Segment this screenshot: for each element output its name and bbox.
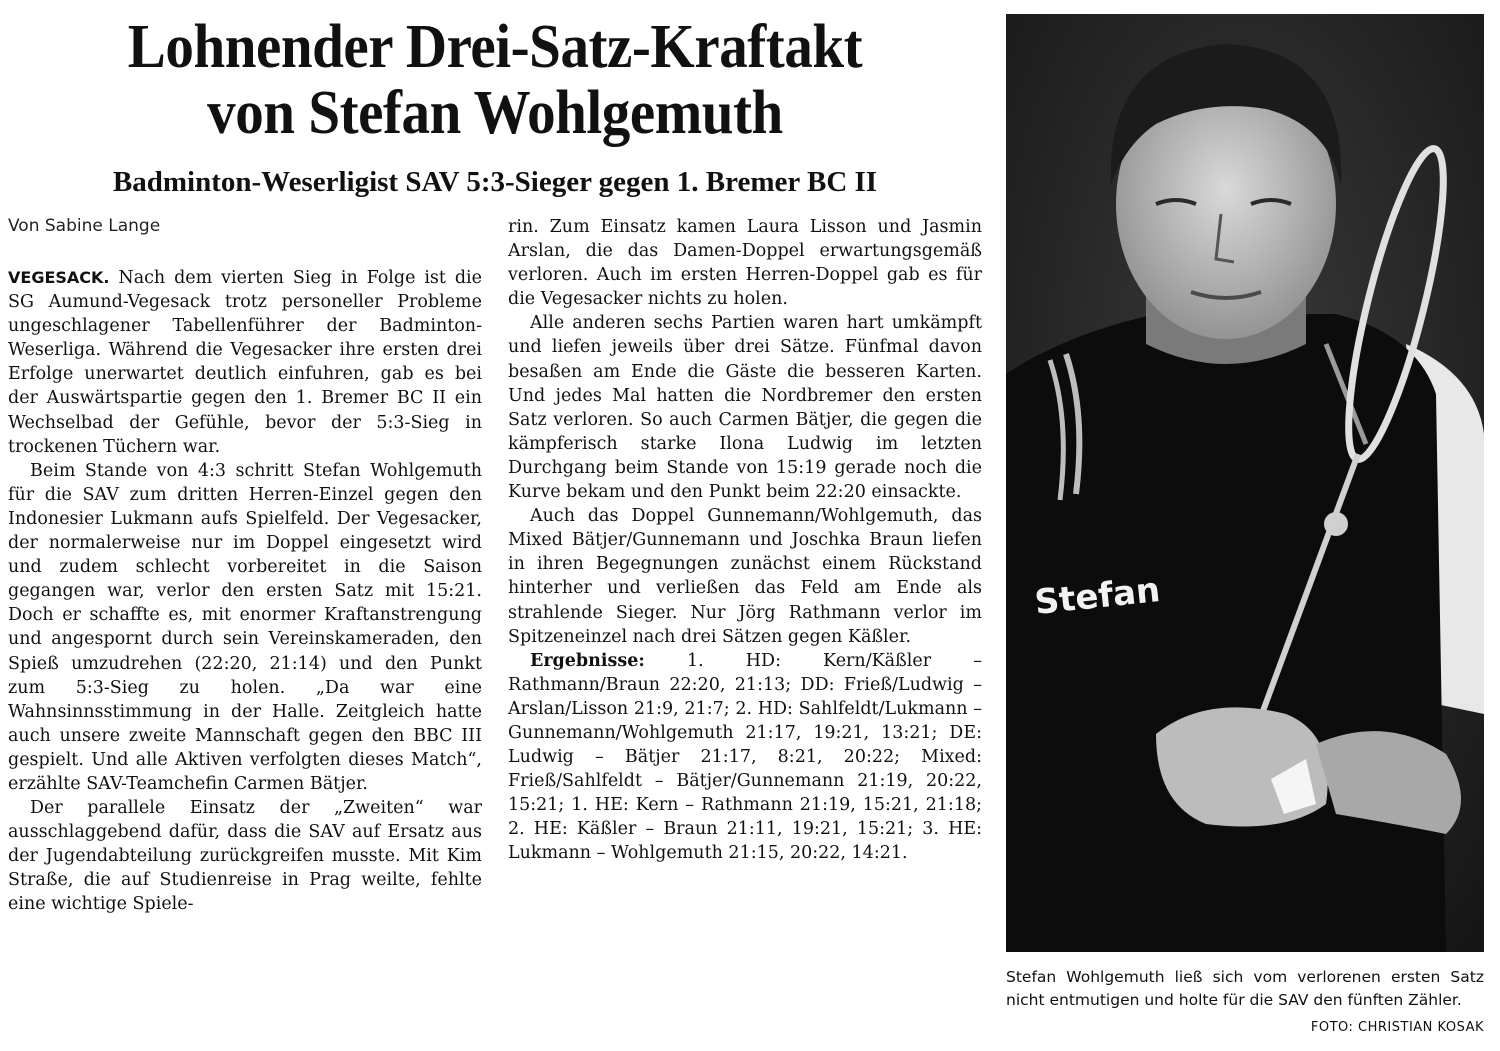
paragraph: Beim Stande von 4:3 schritt Stefan Wohlgemuth für die SAV zum dritten Herren-Einzel gegen den Indonesier Lukmann aufs Spielfeld. Der Vegesacker, der normalerweise nur im Doppel eingesetzt wird und zudem schlecht vorbereitet in die Saison gegangen war, verlor den ersten Satz mit 15:21. Doch er schaffte es, mit enormer Kraftanstrengung und angespornt durch sein Vereinskameraden, den Spieß umzudrehen (22:20, 21:14) und den Punkt zum 5:3-Sieg zu holen. „Da war eine Wahnsinnsstimmung in der Halle. Zeitgleich hatte auch unsere zweite Mannschaft gegen den BBC III gespielt. Und alle Aktiven verfolgten dieses Match“, erzählte SAV-Teamchefin Carmen Bätjer. — [8, 460, 482, 794]
shirt-text: Stefan — [1032, 570, 1163, 623]
article-column-1 — [8, 266, 482, 917]
player-photo — [1006, 14, 1484, 952]
paragraph: Der parallele Einsatz der „Zweiten“ war ausschlaggebend dafür, dass die SAV auf Ersatz aus der Jugendabteilung zurückgreifen musste. Mit Kim Straße, die auf Studienreise in Prag weilte, fehlte eine wichtige Spiele- — [8, 798, 482, 915]
headline — [40, 14, 951, 146]
results-text: 1. HD: Kern/Käßler – Rathmann/Braun 22:20, 21:13; DD: Frieß/Ludwig – Arslan/Lisson 21:9, 21:7; 2. HD: Sahlfeldt/Lukmann – Gunnemann/Wohlgemuth 21:17, 19:21, 13:21; DE: Ludwig – Bätjer 21:17, 8:21, 20:22; Mixed: Frieß/Sahlfeldt – Bätjer/Gunnemann 21:19, 20:22, 15:21; 1. HE: Kern – Rathmann 21:19, 15:21, 21:18; 2. HE: Käßler – Braun 21:11, 19:21, 15:21; 3. HE: Lukmann – Wohlgemuth 21:15, 20:22, 14:21. — [508, 650, 982, 864]
shirt-shape — [1006, 314, 1446, 952]
photo-credit: FOTO: CHRISTIAN KOSAK — [1310, 1020, 1484, 1035]
byline: Von Sabine Lange — [8, 216, 161, 236]
photo-caption: Stefan Wohlgemuth ließ sich vom verlorenen ersten Satz nicht entmutigen und holte für die SAV den fünften Zähler. — [1006, 968, 1484, 1009]
paragraph: rin. Zum Einsatz kamen Laura Lisson und Jasmin Arslan, die das Damen-Doppel erwartungsgemäß verloren. Auch im ersten Herren-Doppel gab es für die Vegesacker nichts zu holen. — [508, 217, 982, 310]
headline-line-2: von Stefan Wohlgemuth — [207, 79, 783, 147]
paragraph: Auch das Doppel Gunnemann/Wohlgemuth, das Mixed Bätjer/Gunnemann und Joschka Braun liefen in ihren Begegnungen zunächst einem Rückstand hinterher und verließen das Feld am Ende als strahlende Sieger. Nur Jörg Rathmann verlor im Spitzeneinzel nach drei Sätzen gegen Käßler. — [508, 506, 982, 647]
subheadline: Badminton-Weserligist SAV 5:3-Sieger gegen 1. Bremer BC II — [112, 166, 878, 198]
results-label: Ergebnisse: — [530, 650, 645, 671]
paragraph: Alle anderen sechs Partien waren hart umkämpft und liefen jeweils über drei Sätze. Fünfmal davon besaßen am Ende die Gäste die besseren Karten. Und jedes Mal hatten die Nordbremer den ersten Satz verloren. So auch Carmen Bätjer, die gegen die kämpferisch starke Ilona Ludwig im letzten Durchgang beim Stande von 15:19 gerade noch die Kurve bekam und den Punkt beim 22:20 einsackte. — [508, 313, 982, 503]
paragraph-text: Nach dem vierten Sieg in Folge ist die SG Aumund-Vegesack trotz personeller Probleme ungeschlagener Tabellenführer der Badminton-Weserliga. Während die Vegesacker ihre ersten drei Erfolge unerwartet deutlich einfuhren, gab es bei der Auswärtspartie gegen den 1. Bremer BC II ein Wechselbad der Gefühle, bevor der 5:3-Sieg in trockenen Tüchern war. — [8, 268, 482, 457]
article-column-2 — [508, 215, 982, 866]
dateline: VEGESACK. — [8, 268, 110, 287]
results-paragraph — [508, 649, 982, 866]
paragraph — [8, 266, 482, 459]
photo-illustration — [1006, 14, 1484, 952]
headline-line-1: Lohnender Drei-Satz-Kraftakt — [127, 13, 863, 81]
